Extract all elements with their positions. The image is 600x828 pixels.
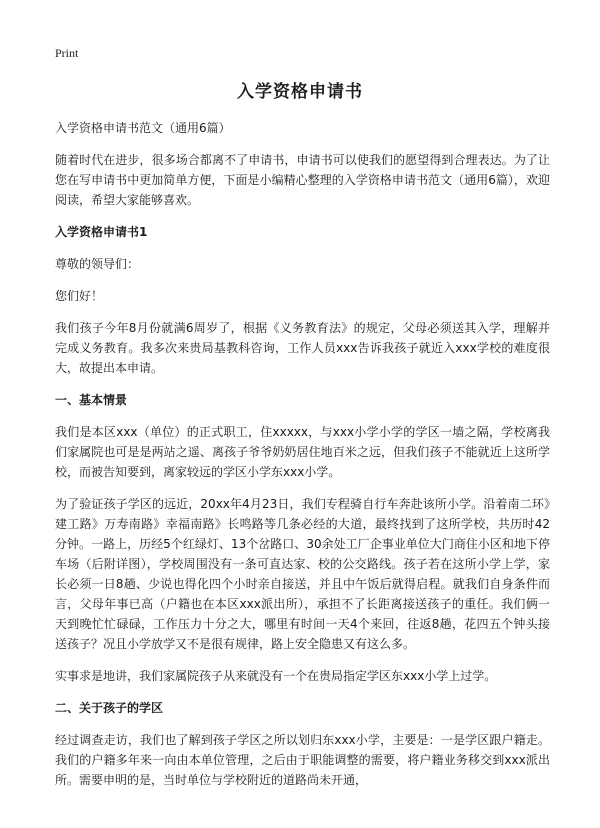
- paragraph-route: 为了验证孩子学区的远近，20xx年4月23日，我们专程骑自行车奔赴该所小学。沿着南二环》建工路》万寿南路》幸福南路》长鸣路等几条必经的大道，最终找到了这所学校，共历时42分钟。一路上，历经5个红绿灯、13个岔路口、30余处工厂企事业单位大门商住小区和地下停车场（后附详图），学校周围没有一条可直达家、校的公交路线。孩子若在这所小学上学，家长必须一日8趟、少说也得化四个小时亲自接送，并且中午饭后就得启程。就我们自身条件而言，父母年事已高（户籍也在本区xxx派出所），承担不了长距离接送孩子的重任。我们俩一天到晚忙忙碌碌，工作压力十分之大，哪里有时间一天4个来回，往返8趟，花四五个钟头接送孩子？况且小学放学又不是很有规律，路上安全隐患又有这么多。: [55, 497, 550, 651]
- paragraph-request: 我们孩子今年8月份就满6周岁了，根据《义务教育法》的规定，父母必须送其入学，理解并完成义务教育。我多次来贵局基教科咨询，工作人员xxx告诉我孩子就近入xxx学校的难度很大，故提出本申请。: [55, 321, 550, 375]
- intro-paragraph: 随着时代在进步，很多场合都离不了申请书，申请书可以使我们的愿望得到合理表达。为了让您在写申请书中更加简单方便，下面是小编精心整理的入学资格申请书范文（通用6篇），欢迎阅读，希望大家能够喜欢。: [55, 153, 550, 207]
- print-link[interactable]: Print: [55, 46, 79, 60]
- heading-school-district: 二、关于孩子的学区: [55, 701, 164, 715]
- greeting: 您们好！: [55, 289, 104, 303]
- paragraph-residence: 我们是本区xxx（单位）的正式职工，住xxxxx，与xxx小学小学的学区一墙之隔，学校离我们家属院也可是是两站之遥、离孩子爷爷奶奶居住地百米之远，但我们孩子不能就近上这所学校，而被告知要到，离家较远的学区小学东xxx小学。: [55, 425, 550, 479]
- section-heading-1: 入学资格申请书1: [55, 225, 148, 239]
- paragraph-fact: 实事求是地讲，我们家属院孩子从来就没有一个在贵局指定学区东xxx小学上过学。: [55, 669, 497, 683]
- paragraph-district: 经过调查走访，我们也了解到孩子学区之所以划归东xxx小学，主要是：一是学区跟户籍走。我们的户籍多年来一向由本单位管理，之后由于职能调整的需要，将户籍业务移交到xxx派出所。需要申明的是，当时单位与学校附近的道路尚未开通，: [55, 733, 550, 787]
- heading-basic-situation: 一、基本情景: [55, 393, 128, 407]
- document-title: 入学资格申请书: [237, 82, 363, 102]
- document-body: [55, 118, 550, 790]
- document-subtitle: 入学资格申请书范文（通用6篇）: [55, 121, 231, 135]
- salutation: 尊敬的领导们：: [55, 257, 140, 271]
